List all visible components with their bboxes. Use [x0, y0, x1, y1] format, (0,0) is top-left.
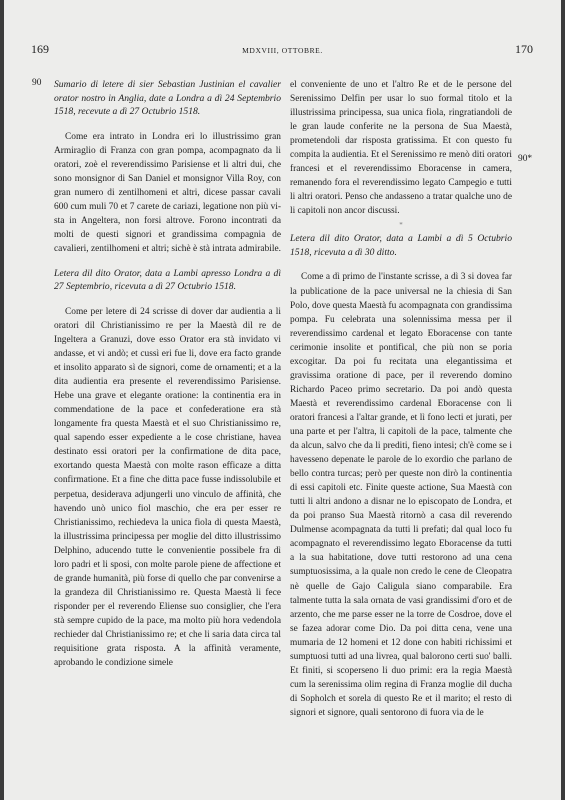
section-heading: Letera dil dito Orator, data a Lambi a dì 5 Octubrio 1518, ricevuta a dì 30 ditto. [290, 233, 512, 258]
paragraph: el conveniente de uno et l'altro Re et de le persone del Serenissimo Delfin per usar lo suo formal titolo et la illustrissima principessa, sua unica fiola, ringratiandoli de le gran laude conferite ne la persona de Sua Maestà, prometendoli dar risposta gratissima. Et con questo fu compita la audientia. Et el Serenissimo re menò diti oratori francesi et el reverendissimo Eboracense in camera, remanendo fora el reverendissimo legato Campegio e tutti li altri oratori. Penso che andasseno a tratar qualche uno de li capitoli non ancor discussi. [290, 80, 512, 217]
spacer [54, 256, 281, 267]
right-margin-number: 90* [518, 154, 533, 164]
paragraph: Come era intrato in Londra eri lo illustrissimo gran Armiraglio di Franza con gran pompa, acompagnato da li oratori, zoè el reverendissimo Parisiense et li altri dui, che sono monsignor di San Daniel et monsignor Villa Roy, con gran numero di zentilhomeni et altri, dicese passar cavali 600 cum muli 70 et 7 carete de cariazi, legatione non più vi-sta in Angeltera, non forsi altrove. Forono incontrati da molti de questi signori et grandissima compagnia de cavalieri, zentilhomeni et altri; sichè è stà intrata admirabile. [54, 131, 281, 254]
left-page-number: 169 [31, 42, 49, 56]
book-page [4, 0, 561, 800]
spacer [54, 294, 281, 305]
right-page-number: 170 [515, 42, 533, 56]
spacer [290, 259, 512, 270]
spacer [54, 119, 281, 130]
paragraph: Come a dì primo de l'instante scrisse, a dì 3 si dovea far la publicatione de la pace universal ne la chiesia di San Polo, dove questa Maestà fu acompagnata con grandissima pompa. Fu celebrata una solennissima messa per il reverendissimo cardenal et legato Eboracense con tante cerimonie insolite et pontifical, che più non se poria excogitar. Da poi fu recitata una elegantissima et gravissima oratione di pace, per il reverendo domino Richardo Paceo primo secretario. Da poi andò questa Maestà et reverendissimo cardenal Eboracense con li oratori francesi a l'altar grande, et lì fono lecti et jurati, per una parte et per l'altra, li capitoli de la pace, talmente che da alcun, salvo che da li prediti, fieno intesi; ch'è come se i havesseno depenate le parole de lo exordio che parlano de bello contra turcas; però per queste non dirò la continentia di essi capitoli etc. Finite queste actione, Sua Maestà con tutti li altri andono a disnar ne lo episcopato de Londra, et da poi pranso Sua Maestà ritornò a casa dil reverendo Dulmense acompagnata da tutti li prefati; dal qual loco fu acompagnato el reverendissimo legato Eboracense da tutti a la sua habitatione, dove tutti restorono ad una cena sumptuosissima, a la quale non credo le cene de Cleopatra nè quelle de Gajo Caligula siano comparabile. Era talmente tutta la sala ornata de vasi grandissimi d'oro et de arzento, che me parse esser ne la torre de Cosdroe, dove el se fazea adorar come Dio. Da poi ditta cena, vene una mumaria de 12 homeni et 12 done con habiti richissimi et sumptuosi tutti ad una livrea, qual balorono certi suo' balli. Et finiti, si scoperseno li duo primi: era la regia Maestà cum la serenissima olim regina di Franza moglie dil ducha di Sopholch et sorela di questo Re et il marito; el resto di signori et signore, quali sentorono di fuora via de le [290, 272, 512, 718]
paragraph: Come per letere di 24 scrisse di dover dar audientia a li oratori dil Christianissimo re per la Maestà dil re de Ingeltera a Granuzi, dove esso Orator era stà invidato vi andasse, et vi andò; et cussì eri fue li, dove era facto grande et insolito apparato sì de signori, come de ornamenti; et a la dita audientia era presente el reverendissimo Parisiense. Hebe una grave et elegante oratione: la continentia era in commendatione de la pace et confederatione era stà longamente fra questa Maestà et el suo Christianissimo re, qual sapendo esser expediente a le cose christiane, havea destinato essi oratori per la confirmatione de dita pace, exortando questa Maestà con molte rason efficaze a ditta confirmatione. Et a fine che ditta pace fusse indissolubile et perpetua, desiderava adjungerli uno vinculo de affinità, che havendo unò unico fiol maschio, che era per esser re Christianissimo, rechiedeva la unica fiola di questa Maestà, la illustrissima principessa per moglie del ditto illustrissimo Delphino, aducendo tutte le convenientie possibele fra dì loro padri et li sposi, con molte parole piene de affectione et de grande humanità, più forse di quello che par convenirse a la grandeza dil Christianissimo re. Questa Maestà li fece risponder per el reverendo Eliense suo consiglier, che l'era stà sempre cupido de la pace, ma molto più hora vedendola rechieder dal Christianissimo re; et che li saria data circa tal requisitione grata risposta. A la affinità veramente, aprobando le condizione simele [54, 306, 281, 669]
section-heading: Letera dil dito Orator, data a Lambi apresso Londra a dì 27 Septembrio, ricevuta a dì 27 Octubrio 1518. [54, 267, 281, 293]
left-column [54, 78, 281, 670]
right-column [290, 78, 512, 720]
section-heading: Sumario di letere di sier Sebastian Justinian el cavalier orator nostro in Anglia, date a Londra a dì 24 Septembrio 1518, recevute a dì 27 Octubrio 1518. [54, 79, 281, 117]
left-margin-number: 90 [32, 78, 42, 88]
running-title: MDXVIII, OTTOBRE. [242, 46, 323, 55]
ornament: * [399, 221, 403, 230]
